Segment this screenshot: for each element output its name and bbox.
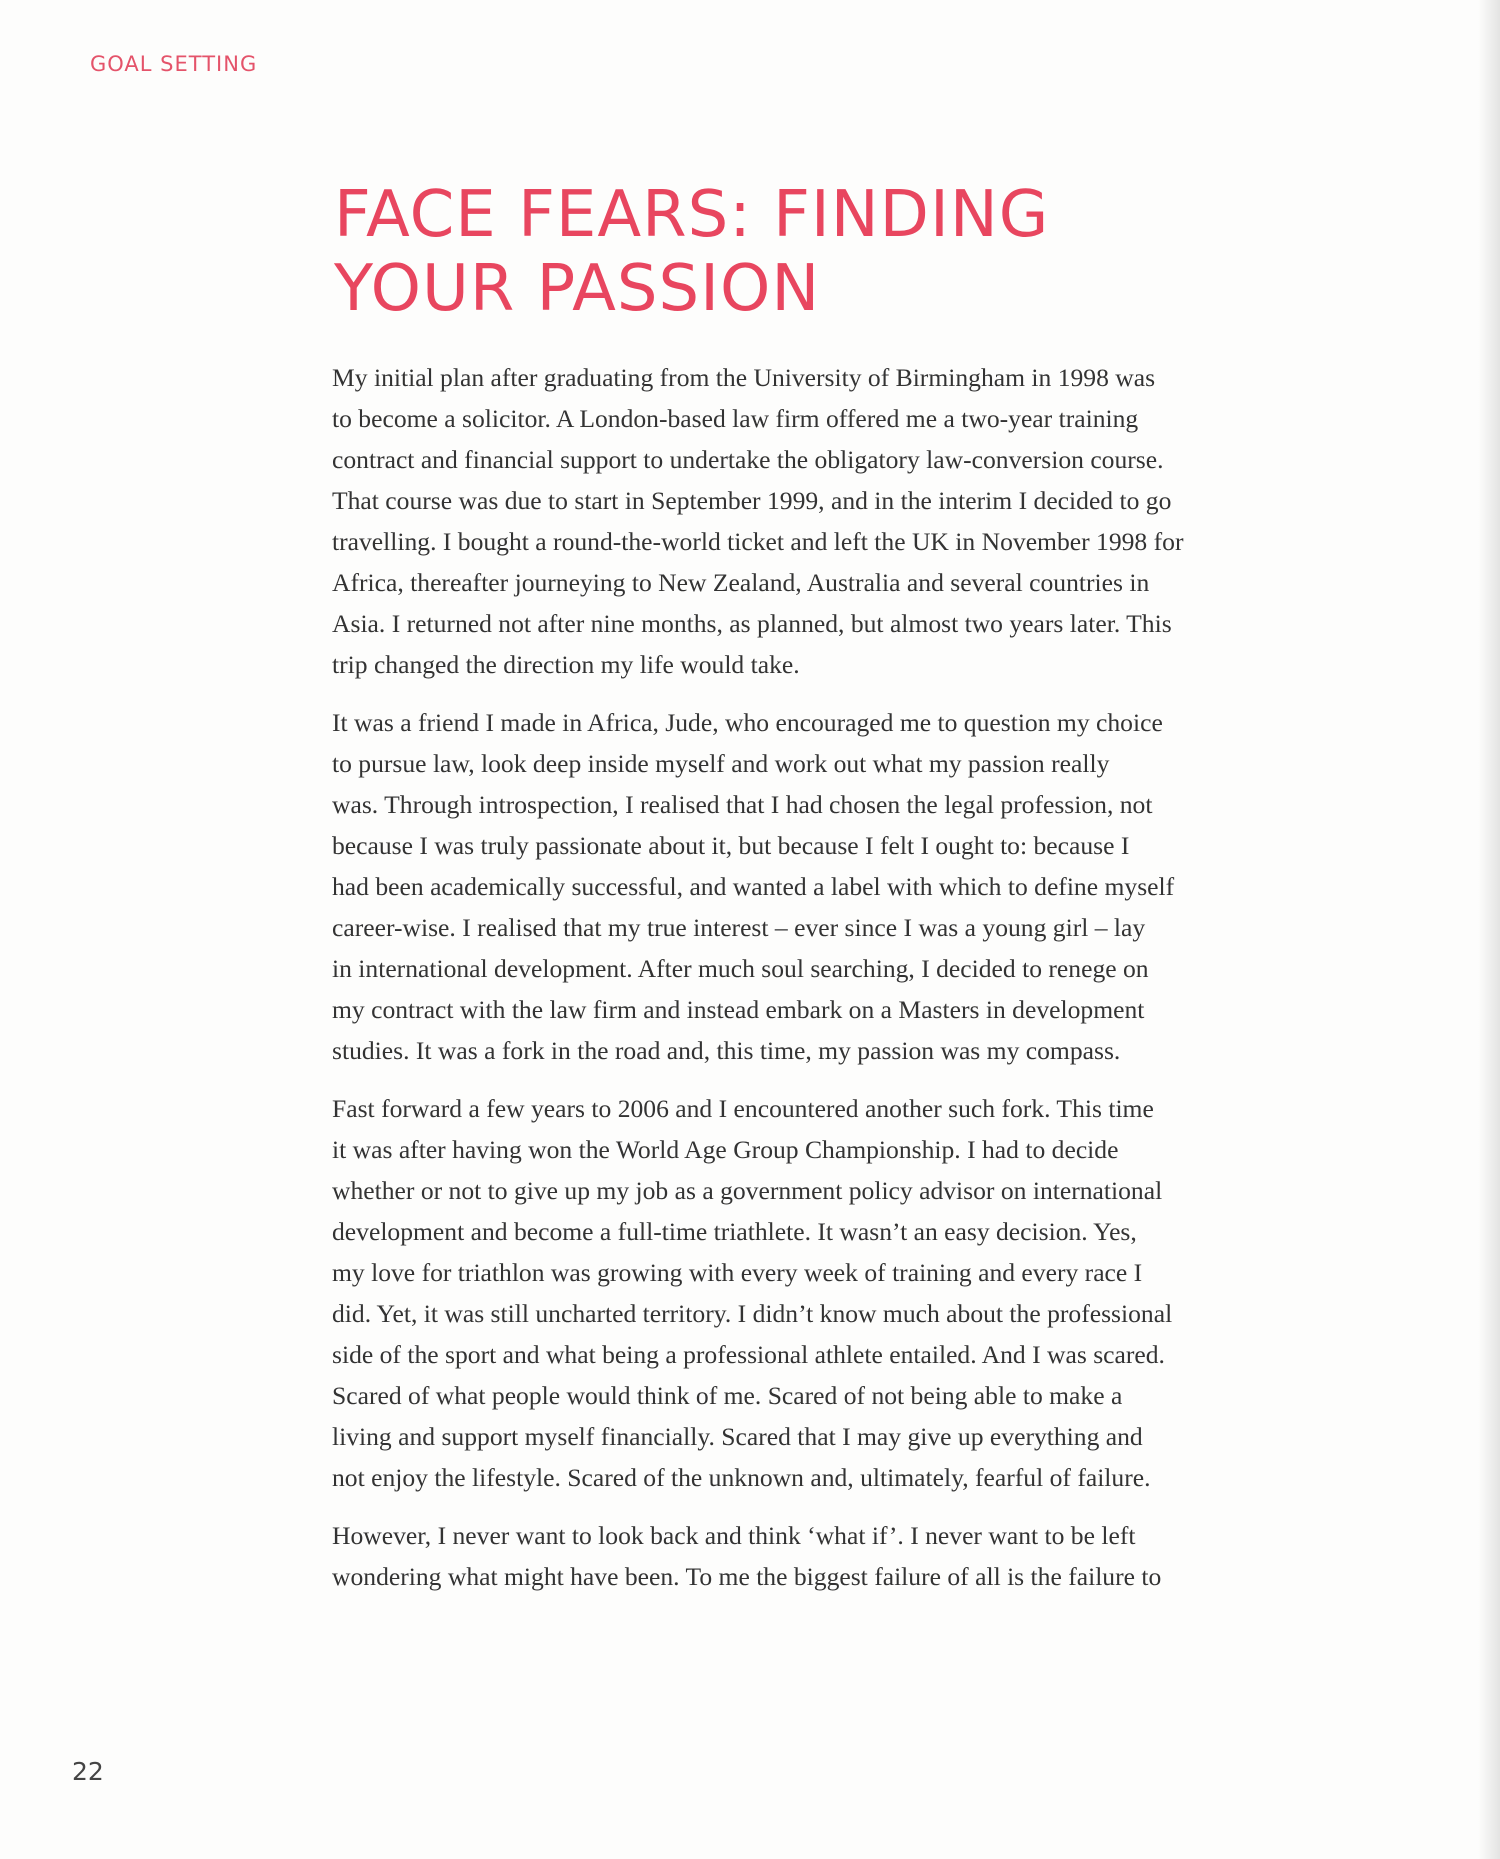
section-label: GOAL SETTING [90, 52, 258, 76]
text-line: development and become a full-time triathlete. It wasn’t an easy decision. Yes, [332, 1217, 1137, 1246]
paragraph-4 [332, 1515, 1332, 1597]
paragraph-2 [332, 702, 1332, 1071]
text-line: my contract with the law firm and instead embark on a Masters in development [332, 995, 1145, 1024]
text-line: Asia. I returned not after nine months, as planned, but almost two years later. This [332, 609, 1172, 638]
text-line: had been academically successful, and wanted a label with which to define myself [332, 872, 1175, 901]
text-line: in international development. After much soul searching, I decided to renege on [332, 954, 1149, 983]
paragraph-3 [332, 1088, 1332, 1498]
text-line: My initial plan after graduating from the University of Birmingham in 1998 was [332, 363, 1156, 392]
paragraph-1 [332, 357, 1332, 685]
text-line: trip changed the direction my life would take. [332, 650, 800, 679]
text-line: career-wise. I realised that my true interest – ever since I was a young girl – lay [332, 913, 1146, 942]
page-number: 22 [72, 1757, 104, 1786]
text-line: not enjoy the lifestyle. Scared of the unknown and, ultimately, fearful of failure. [332, 1463, 1151, 1492]
text-line: It was a friend I made in Africa, Jude, who encouraged me to question my choice [332, 708, 1163, 737]
article-body [332, 357, 1332, 1614]
text-line: because I was truly passionate about it, but because I felt I ought to: because I [332, 831, 1130, 860]
text-line: to become a solicitor. A London-based law firm offered me a two-year training [332, 404, 1139, 433]
text-line: side of the sport and what being a professional athlete entailed. And I was scared. [332, 1340, 1165, 1369]
text-line: That course was due to start in September 1999, and in the interim I decided to go [332, 486, 1172, 515]
text-line: contract and financial support to undertake the obligatory law-conversion course. [332, 445, 1164, 474]
text-line: Scared of what people would think of me. Scared of not being able to make a [332, 1381, 1123, 1410]
text-line: travelling. I bought a round-the-world ticket and left the UK in November 1998 for [332, 527, 1184, 556]
title-line: YOUR PASSION [334, 252, 821, 326]
title-line: FACE FEARS: FINDING [334, 178, 1050, 252]
text-line: to pursue law, look deep inside myself and work out what my passion really [332, 749, 1110, 778]
page-gutter-shadow [1478, 0, 1500, 1859]
text-line: whether or not to give up my job as a government policy advisor on international [332, 1176, 1163, 1205]
text-line: did. Yet, it was still uncharted territory. I didn’t know much about the professional [332, 1299, 1173, 1328]
text-line: it was after having won the World Age Group Championship. I had to decide [332, 1135, 1119, 1164]
text-line: my love for triathlon was growing with every week of training and every race I [332, 1258, 1143, 1287]
page-title [334, 178, 1334, 326]
text-line: studies. It was a fork in the road and, this time, my passion was my compass. [332, 1036, 1121, 1065]
text-line: wondering what might have been. To me the biggest failure of all is the failure to [332, 1562, 1162, 1591]
text-line: Fast forward a few years to 2006 and I encountered another such fork. This time [332, 1094, 1154, 1123]
text-line: was. Through introspection, I realised that I had chosen the legal profession, not [332, 790, 1153, 819]
text-line: However, I never want to look back and think ‘what if’. I never want to be left [332, 1521, 1136, 1550]
text-line: living and support myself financially. Scared that I may give up everything and [332, 1422, 1143, 1451]
text-line: Africa, thereafter journeying to New Zealand, Australia and several countries in [332, 568, 1150, 597]
